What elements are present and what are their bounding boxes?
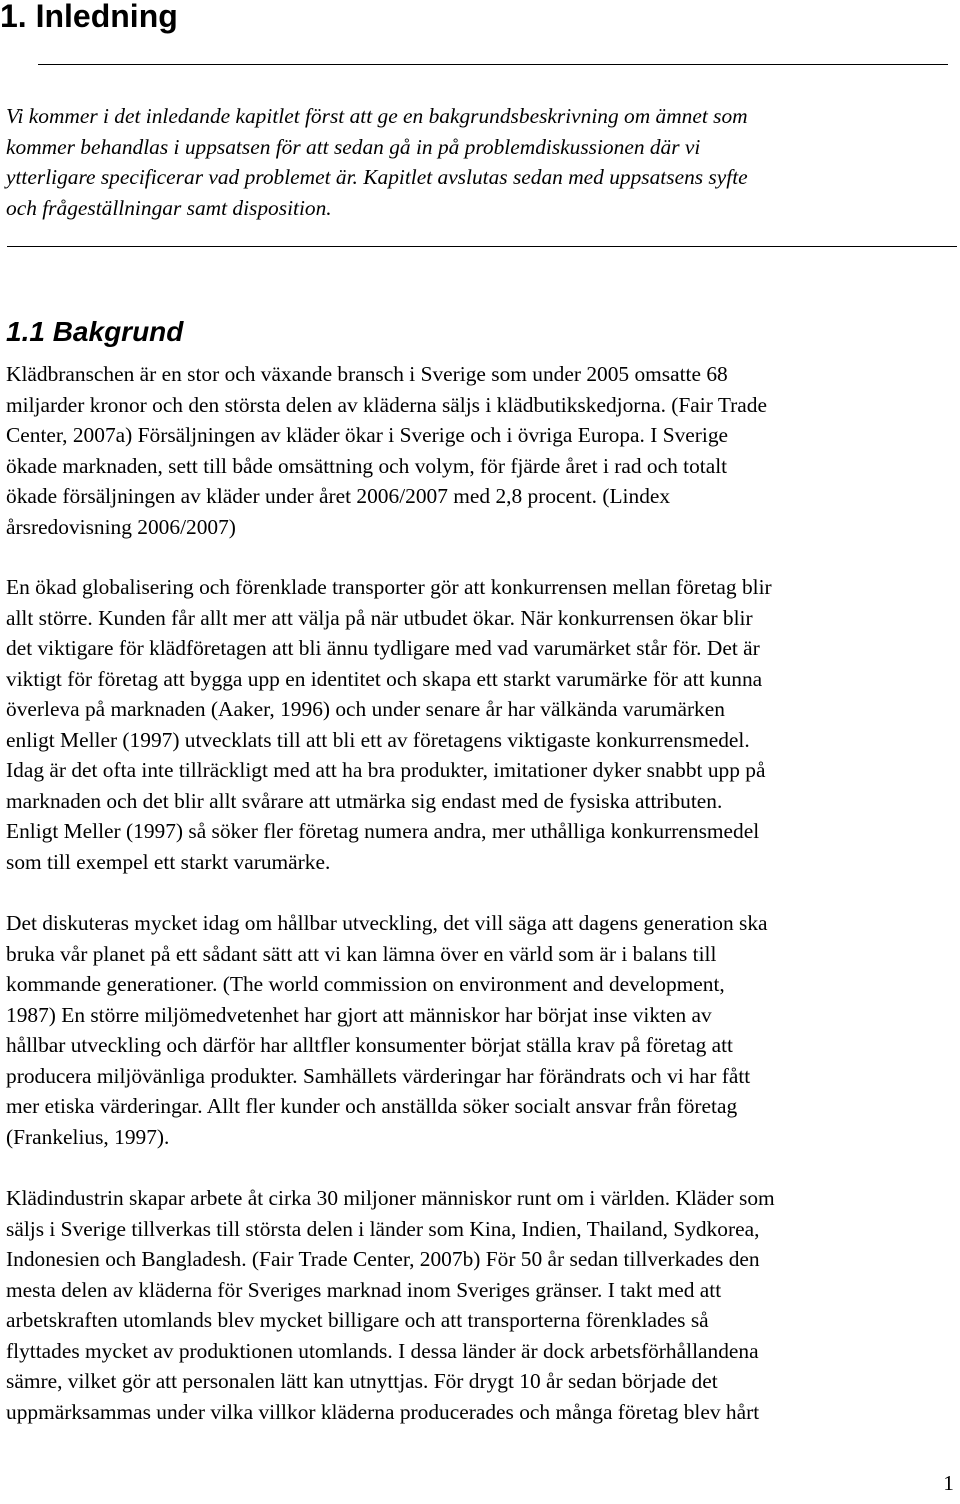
chapter-heading: 1. Inledning <box>0 0 178 34</box>
chapter-intro <box>6 101 956 223</box>
paragraph-line: kommande generationer. (The world commission on environment and development, <box>6 972 725 996</box>
paragraph-line: hållbar utveckling och därför har alltfler konsumenter börjat ställa krav på företag att <box>6 1033 733 1057</box>
body-paragraph <box>6 359 956 542</box>
paragraph-line: mesta delen av kläderna för Sveriges marknad inom Sveriges gränser. I takt med att <box>6 1277 722 1302</box>
paragraph-line: allt större. Kunden får allt mer att välja på när utbudet ökar. När konkurrensen ökar blir <box>6 605 753 630</box>
body-paragraph <box>6 572 956 877</box>
paragraph-line: viktigt för företag att bygga upp en identitet och skapa ett starkt varumärke för att kunna <box>6 666 763 691</box>
paragraph-line: arbetskraften utomlands blev mycket billigare och att transporterna förenklades så <box>6 1308 709 1332</box>
paragraph-line: miljarder kronor och den största delen av kläderna säljs i klädbutikskedjorna. (Fair Trade <box>6 392 767 417</box>
paragraph-line: säljs i Sverige tillverkas till största delen i länder som Kina, Indien, Thailand, Sydkorea, <box>6 1216 760 1241</box>
paragraph-line: sämre, vilket gör att personalen lätt kan utnyttjas. För drygt 10 år sedan började det <box>6 1369 718 1393</box>
paragraph-line: Klädindustrin skapar arbete åt cirka 30 miljoner människor runt om i världen. Kläder som <box>6 1186 775 1210</box>
paragraph-line: Indonesien och Bangladesh. (Fair Trade Center, 2007b) För 50 år sedan tillverkades den <box>6 1247 760 1271</box>
paragraph-line: det viktigare för klädföretagen att bli ännu tydligare med vad varumärket står för. Det är <box>6 636 760 660</box>
page-number: 1 <box>943 1471 954 1495</box>
paragraph-line: Klädbranschen är en stor och växande bransch i Sverige som under 2005 omsatte 68 <box>6 362 728 386</box>
paragraph-line: mer etiska värderingar. Allt fler kunder och anställda söker socialt ansvar från företag <box>6 1094 738 1118</box>
paragraph-line: ökade marknaden, sett till både omsättning och volym, för fjärde året i rad och totalt <box>6 453 728 478</box>
paragraph-line: överleva på marknaden (Aaker, 1996) och under senare år har välkända varumärken <box>6 697 725 721</box>
paragraph-line: flyttades mycket av produktionen utomlands. I dessa länder är dock arbetsförhållandena <box>6 1338 759 1363</box>
body-paragraph <box>6 908 956 1152</box>
paragraph-line: årsredovisning 2006/2007) <box>6 514 236 539</box>
intro-divider-bottom <box>7 246 957 247</box>
intro-line: ytterligare specificerar vad problemet är. Kapitlet avslutas sedan med uppsatsens syfte <box>6 165 748 189</box>
intro-line: och frågeställningar samt disposition. <box>6 195 332 220</box>
paragraph-line: 1987) En större miljömedvetenhet har gjort att människor har börjat inse vikten av <box>6 1002 712 1027</box>
paragraph-line: (Frankelius, 1997). <box>6 1124 170 1149</box>
body-paragraph <box>6 1183 956 1427</box>
paragraph-line: ökade försäljningen av kläder under året 2006/2007 med 2,8 procent. (Lindex <box>6 484 671 508</box>
paragraph-line: enligt Meller (1997) utvecklats till att bli ett av företagens viktigaste konkurrensmedel. <box>6 727 750 752</box>
intro-line: kommer behandlas i uppsatsen för att sedan gå in på problemdiskussionen där vi <box>6 134 701 159</box>
paragraph-line: Idag är det ofta inte tillräckligt med att ha bra produkter, imitationer dyker snabbt upp på <box>6 758 766 782</box>
paragraph-line: Enligt Meller (1997) så söker fler företag numera andra, mer uthålliga konkurrensmedel <box>6 819 760 843</box>
paragraph-line: uppmärksammas under vilka villkor kläderna producerades och många företag blev hårt <box>6 1399 760 1424</box>
paragraph-line: producera miljövänliga produkter. Samhällets värderingar har förändrats och vi har fått <box>6 1063 751 1088</box>
paragraph-line: Det diskuteras mycket idag om hållbar utveckling, det vill säga att dagens generation ska <box>6 911 768 935</box>
section-heading: 1.1 Bakgrund <box>6 316 184 347</box>
paragraph-line: Center, 2007a) Försäljningen av kläder ökar i Sverige och i övriga Europa. I Sverige <box>6 423 729 447</box>
intro-line: Vi kommer i det inledande kapitlet först att ge en bakgrundsbeskrivning om ämnet som <box>6 104 748 128</box>
paragraph-line: bruka vår planet på ett sådant sätt att vi kan lämna över en värld som är i balans till <box>6 941 717 966</box>
paragraph-line: marknaden och det blir allt svårare att utmärka sig endast med de fysiska attributen. <box>6 788 723 813</box>
paragraph-line: En ökad globalisering och förenklade transporter gör att konkurrensen mellan företag blir <box>6 575 772 599</box>
paragraph-line: som till exempel ett starkt varumärke. <box>6 849 331 874</box>
heading-divider-top <box>38 64 948 65</box>
